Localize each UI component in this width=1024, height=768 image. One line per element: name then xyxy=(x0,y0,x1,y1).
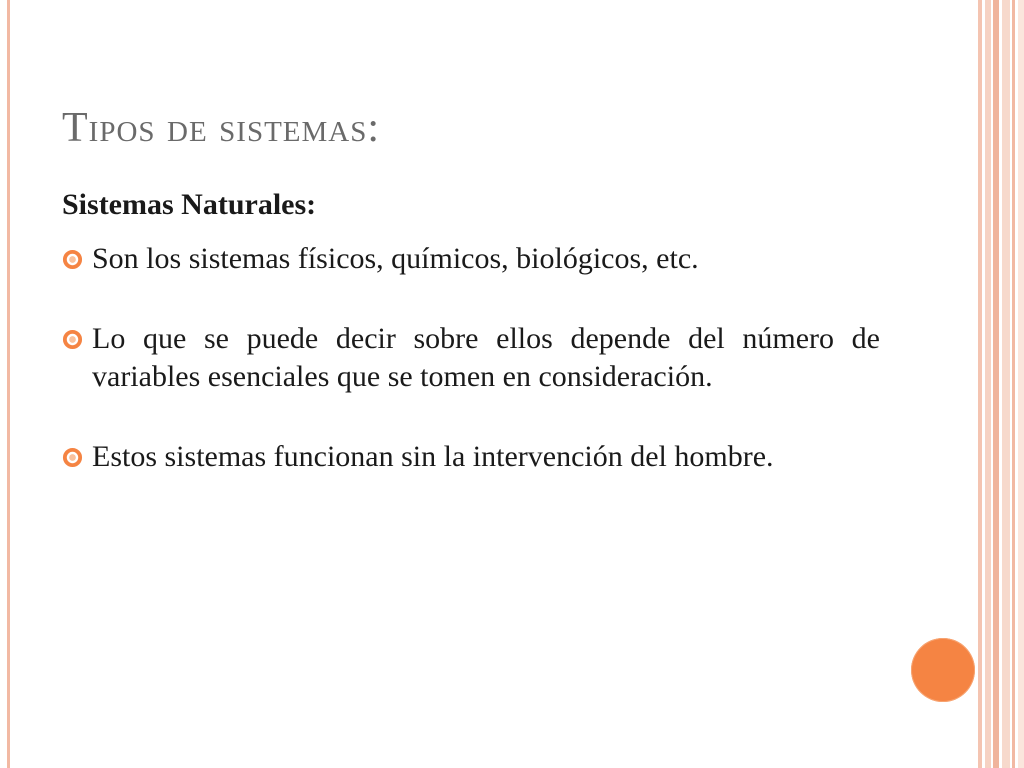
orange-ring-bullet-icon xyxy=(62,249,83,270)
bullet-item xyxy=(62,438,880,476)
bullet-text: Son los sistemas físicos, químicos, biológicos, etc. xyxy=(92,242,699,275)
bullet-text: Estos sistemas funcionan sin la intervención del hombre. xyxy=(92,440,774,473)
bullet-item xyxy=(62,320,880,396)
bullet-list xyxy=(62,240,880,518)
orange-ring-bullet-icon xyxy=(62,329,83,350)
bullet-text: Lo que se puede decir sobre ellos depende del número de variables esenciales que se tomen en consideración. xyxy=(92,322,880,393)
slide-subtitle: Sistemas Naturales: xyxy=(62,188,317,221)
orange-ring-bullet-icon xyxy=(62,447,83,468)
right-decorative-stripe xyxy=(1002,0,1010,768)
right-decorative-stripe xyxy=(978,0,982,768)
bullet-item xyxy=(62,240,880,278)
right-decorative-stripe xyxy=(985,0,991,768)
right-decorative-stripe xyxy=(1018,0,1024,768)
left-decorative-rule xyxy=(7,0,10,768)
orange-circle-decoration xyxy=(911,638,975,702)
right-decorative-stripe xyxy=(1012,0,1015,768)
slide-title: Tipos de sistemas: xyxy=(62,105,381,151)
right-decorative-stripe xyxy=(993,0,999,768)
